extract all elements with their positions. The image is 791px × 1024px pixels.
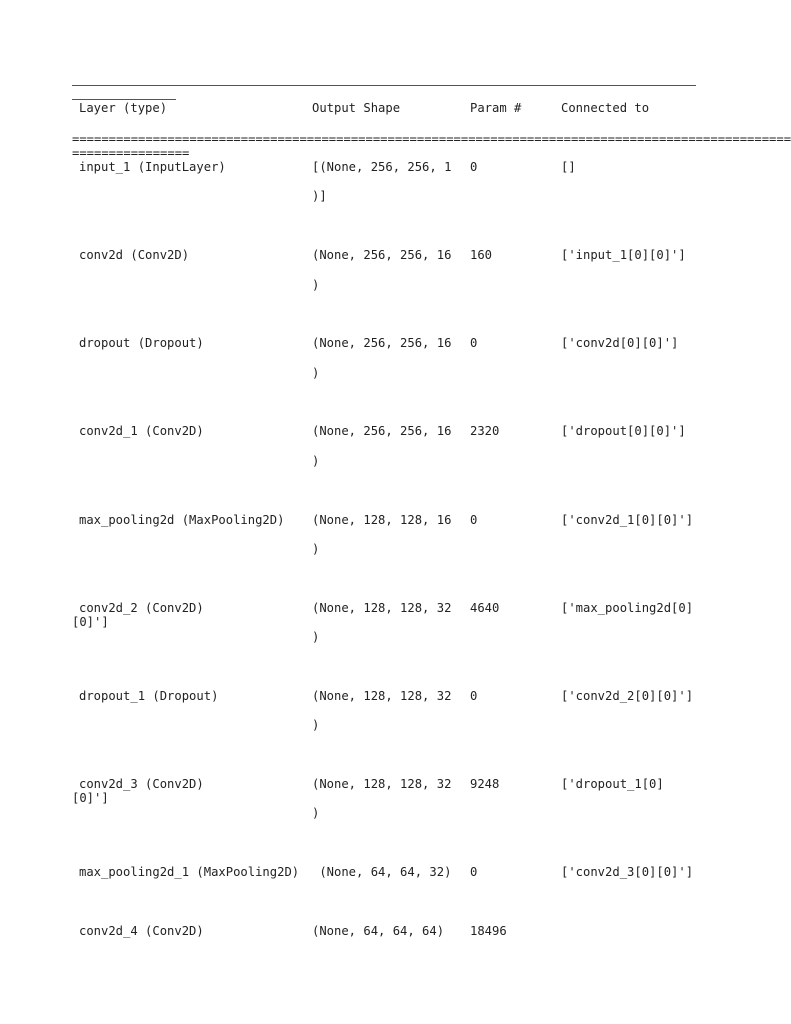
layer-name: max_pooling2d (MaxPooling2D) — [79, 513, 285, 527]
layer-name: dropout (Dropout) — [79, 336, 204, 350]
output-shape-wrap: ) — [312, 542, 320, 556]
layer-name: dropout_1 (Dropout) — [79, 689, 219, 703]
header-param-count: Param # — [470, 101, 522, 115]
top-rule — [72, 85, 696, 86]
layer-name: conv2d_4 (Conv2D) — [79, 924, 204, 938]
layer-name: conv2d_1 (Conv2D) — [79, 424, 204, 438]
layer-name: conv2d (Conv2D) — [79, 248, 190, 262]
output-shape-wrap: ) — [312, 366, 320, 380]
connected-to: ['conv2d[0][0]'] — [561, 336, 679, 350]
output-shape: (None, 128, 128, 16 — [312, 513, 452, 527]
param-count: 9248 — [470, 777, 500, 791]
layer-name: conv2d_2 (Conv2D) — [79, 601, 204, 615]
param-count: 0 — [470, 160, 478, 174]
output-shape: (None, 128, 128, 32 — [312, 689, 452, 703]
output-shape: (None, 256, 256, 16 — [312, 336, 452, 350]
output-shape: [(None, 256, 256, 1 — [312, 160, 452, 174]
param-count: 4640 — [470, 601, 500, 615]
output-shape: (None, 64, 64, 64) — [312, 924, 445, 938]
header-layer-type: Layer (type) — [79, 101, 168, 115]
connected-to-wrap: [0]'] — [72, 615, 109, 629]
output-shape: (None, 256, 256, 16 — [312, 424, 452, 438]
param-count: 0 — [470, 689, 478, 703]
output-shape-wrap: ) — [312, 806, 320, 820]
output-shape: (None, 128, 128, 32 — [312, 601, 452, 615]
header-connected-to: Connected to — [561, 101, 650, 115]
layer-name: input_1 (InputLayer) — [79, 160, 226, 174]
param-count: 18496 — [470, 924, 507, 938]
connected-to: ['conv2d_2[0][0]'] — [561, 689, 694, 703]
output-shape-wrap: ) — [312, 454, 320, 468]
connected-to: ['conv2d_1[0][0]'] — [561, 513, 694, 527]
layer-name: max_pooling2d_1 (MaxPooling2D) — [79, 865, 300, 879]
output-shape-wrap: ) — [312, 278, 320, 292]
output-shape: (None, 128, 128, 32 — [312, 777, 452, 791]
connected-to: ['conv2d_3[0][0]'] — [561, 865, 694, 879]
output-shape-wrap: ) — [312, 630, 320, 644]
header-underline — [72, 99, 176, 100]
output-shape: (None, 64, 64, 32) — [312, 865, 452, 879]
connected-to: ['dropout[0][0]'] — [561, 424, 686, 438]
separator-line: ================================================================================================== — [72, 132, 791, 146]
output-shape-wrap: )] — [312, 189, 327, 203]
param-count: 0 — [470, 865, 478, 879]
param-count: 2320 — [470, 424, 500, 438]
connected-to: ['max_pooling2d[0] — [561, 601, 694, 615]
connected-to-wrap: [0]'] — [72, 791, 109, 805]
output-shape-wrap: ) — [312, 718, 320, 732]
header-output-shape: Output Shape — [312, 101, 401, 115]
output-shape: (None, 256, 256, 16 — [312, 248, 452, 262]
separator-line-wrap: ================ — [72, 146, 190, 160]
connected-to: [] — [561, 160, 576, 174]
connected-to: ['input_1[0][0]'] — [561, 248, 686, 262]
connected-to: ['dropout_1[0] — [561, 777, 664, 791]
param-count: 0 — [470, 513, 478, 527]
layer-name: conv2d_3 (Conv2D) — [79, 777, 204, 791]
param-count: 160 — [470, 248, 493, 262]
param-count: 0 — [470, 336, 478, 350]
